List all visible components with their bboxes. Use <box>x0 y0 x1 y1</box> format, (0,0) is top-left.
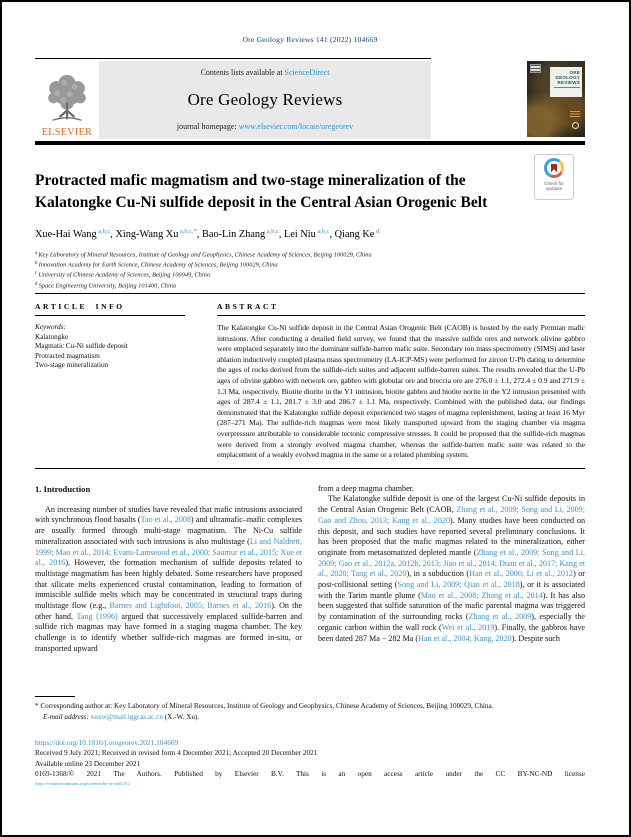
article-footer <box>35 737 585 787</box>
intro-left-column <box>35 484 302 655</box>
corresponding-author-line: * Corresponding author at: Key Laboratory of Mineral Resources, Institute of Geology and Geophysics, Chinese Academy of Sciences, Beijing 100029, China. <box>35 702 494 710</box>
crossmark-icon <box>544 158 564 178</box>
affiliation-line: $^d$ Space Engineering University, Beijing 101400, China <box>35 281 177 290</box>
available-online-line: Available online 23 December 2021 <box>35 758 141 768</box>
check-for-updates-badge[interactable] <box>534 154 574 200</box>
license-url[interactable]: (http://creativecommons.org/licenses/by-nc-nd/4.0/). <box>35 780 130 786</box>
keywords-label: Keywords: <box>35 323 66 331</box>
contents-lists-line[interactable]: Contents lists available at ScienceDirect <box>200 68 330 77</box>
info-section-top-rule <box>35 293 585 294</box>
keyword: Magmatic Cu-Ni sulfide deposit <box>35 342 128 351</box>
footnote-rule <box>35 696 75 697</box>
intro-paragraph: An increasing number of studies have revealed that mafic intrusions associated with synchronous flood basalts (Tao et al., 2008) and ultramafic–mafic complexes are usually formed through multi-stage magmatism. The Ni-Cu sulfide mineralization associated with such intrusions is also multistage (Li and Naldrett, 1999; Mao et al., 2014; Evans-Lamseood et al., 2000; Saumur et al., 2015; Xue et al., 2016). However, the formation mechanism of sulfide deposits related to multistage magmatism has been highly debated. Some researchers have proposed that silicate melts experienced crustal contamination, leading to formation of immiscible sulfide melts which may be concentrated in structural traps during multistage flow (e.g., Barnes and Lightfoot, 2005; Barnes et al., 2016). On the other hand, Tang (1996) argued that successively emplaced sulfide-barren and sulfide rich magmas may have formed in a staging magma chamber. The key challenge is to identify whether sulfide-rich magmas are formed in-situ, or transported upward <box>35 504 303 653</box>
keyword: Protracted magmatism <box>35 351 100 360</box>
abstract-column <box>217 302 585 461</box>
intro-continuation: from a deep magma chamber. <box>318 483 414 493</box>
cover-title-line: GEOLOGY <box>555 75 580 80</box>
cover-emblem <box>572 122 579 129</box>
affiliation-line: $^b$ Innovation Academy for Earth Science, Chinese Academy of Sciences, Beijing 100029, China <box>35 261 278 269</box>
cover-title-underline <box>554 87 580 88</box>
article-title: Protracted mafic magmatism and two-stage mineralization of the Kalatongke Cu-Ni sulfide deposit in the Central Asian Orogenic Belt <box>35 172 488 211</box>
journal-header <box>35 61 585 139</box>
email-line[interactable]: E-mail address: xuxw@mail.iggcas.ac.cn (X.-W. Xu). <box>43 712 200 721</box>
elsevier-logo <box>35 61 99 139</box>
article-info-column <box>35 302 185 461</box>
abstract-bottom-rule <box>35 468 585 469</box>
cover-title-panel <box>550 67 582 97</box>
cover-title-line: ORE <box>569 70 580 75</box>
received-dates-line: Received 9 July 2021; Received in revised form 4 December 2021; Accepted 20 December 2021 <box>35 748 318 757</box>
article-info-heading: ARTICLE INFO <box>35 302 125 311</box>
abstract-rule <box>217 315 585 316</box>
main-content <box>35 302 585 655</box>
abstract-text: The Kalatongke Cu-Ni sulfide deposit in the Central Asian Orogenic Belt (CAOB) is hosted by the early Permian mafic intrusions. After conducting a detailed field survey, we found that the massive sulfide ores and network olivine gabbro were emplaced separately into the dominant sulfide-barren mafic suite. Secondary ion mass spectrometry (SIMS) and laser ablation inductively coupled plasma mass spectrometry (LA-ICP-MS) were performed for zircon U-Pb dating to determine the ages of rocks derived from the sulfide-rich suites and adjacent sulfide-barren suites. The results revealed that the U-Pb ages of olivine gabbro with network ore, gabbro with globular ore and breccia ore are 276.0 ± 1.1, 272.4 ± 0.9 and 271.9 ± 1.3 Ma, respectively. Biotite diorite in the Y1 intrusion, biotite gabbro and biotite norite in the Y2 intrusion presented with ages of 287.4 ± 1.1, 281.7 ± 3.0 and 286.7 ± 1.1 Ma, respectively. Combined with the published data, our findings demonstrated that the Kalatongke sulfide deposit experienced two stages of magma replenishment, lasting at least 16 Myr (287–271 Ma). The sulfide-rich magmas were most likely transported upward from the staging chamber via magma overpressure attributable to considerable tectonic compressive stresses. It could be proposed that the sulfide-rich magmas were derived from a strongly evolved magma chamber, whereas the sulfide-barren mafic suite was related to the emplacement of a weakly evolved magma in the same or a related plumbing system. <box>217 323 585 460</box>
intro-right-column <box>318 484 585 655</box>
affiliation-line: $^c$ University of Chinese Academy of Sciences, Beijing 100049, China <box>35 271 211 279</box>
header-top-rule <box>35 58 431 59</box>
journal-homepage-link[interactable]: journal homepage: www.elsevier.com/locate/oregeorev <box>176 122 354 131</box>
header-bottom-bar <box>35 141 585 145</box>
article-info-rule <box>35 315 185 316</box>
cover-text-block <box>570 111 580 117</box>
check-for-updates-label: Check for updates <box>544 180 564 191</box>
introduction-heading: 1. Introduction <box>35 483 91 494</box>
abstract-heading: ABSTRACT <box>217 302 279 311</box>
elsevier-wordmark: ELSEVIER <box>41 127 93 138</box>
introduction-section <box>35 484 585 655</box>
issn-copyright-line: 0169-1368/© 2021 The Authors. Published by Elsevier B.V. This is an open access article under the CC BY-NC-ND license <box>35 769 585 779</box>
journal-citation-header: Ore Geology Reviews 141 (2022) 104669 <box>242 35 378 44</box>
corresponding-author-footnote <box>35 696 585 722</box>
journal-title: Ore Geology Reviews <box>187 89 343 109</box>
header-spacer <box>431 61 527 139</box>
elsevier-tree-icon <box>42 71 92 127</box>
cover-title-line: REVIEWS <box>557 80 580 85</box>
doi-link[interactable]: https://doi.org/10.1016/j.oregeorev.2021.104669 <box>35 738 179 747</box>
keyword: Two-stage mineralization <box>35 361 109 370</box>
journal-cover-thumbnail[interactable] <box>527 61 585 137</box>
affiliation-line: $^a$ Key Laboratory of Mineral Resources, Institute of Geology and Geophysics, Chinese Academy of Sciences, Beijing 100029, China <box>35 251 372 259</box>
cover-publisher-chip <box>530 64 541 73</box>
journal-masthead <box>99 61 431 139</box>
author-list[interactable]: Xue-Hai Wang $^{a,b,c}$, Xing-Wang Xu $^{a,b,c,*}$, Bao-Lin Zhang $^{a,b,c}$, Lei Niu $^{a,b,c}$, Qiang Ke $^d$ <box>35 228 380 240</box>
affiliations <box>35 250 585 291</box>
keyword: Kalatongke <box>35 332 69 341</box>
intro-paragraph: The Kalatongke sulfide deposit is one of the largest Cu-Ni sulfide deposits in the Central Asian Orogenic Belt (CAOB, Zhang et al., 2009; Song and Li, 2009; Gao and Zhou, 2013; Kang et al., 2020). Many studies have been conducted on this deposit, and such studies have reported several preliminary conclusions. It has been proposed that the mafic magmas related to the mineralization, either originate from metasomatized depleted mantle (Zhang et al., 2009; Song and Li, 2009; Gao et al., 2012a, 2012b, 2013; Jiao et al., 2014; Duan et al., 2017; Kang et al., 2020; Tang et al., 2020), in a subduction (Han et al., 2006; Li et al., 2012) or post-collisional setting (Song and Li, 2009; Qian et al., 2018), or it is associated with the Tarim mantle plume (Mao et al., 2008; Zhang et al., 2014). It has also been suggested that sulfide saturation of the mafic parental magma was triggered by contamination of the surrounding rocks (Zhang et al., 2009), especially the organic carbon within the wall rock (Wei et al., 2019). Finally, the gabbros have been dated 287 Ma − 282 Ma (Han et al., 2004; Kang, 2020). Despite such <box>318 494 586 643</box>
